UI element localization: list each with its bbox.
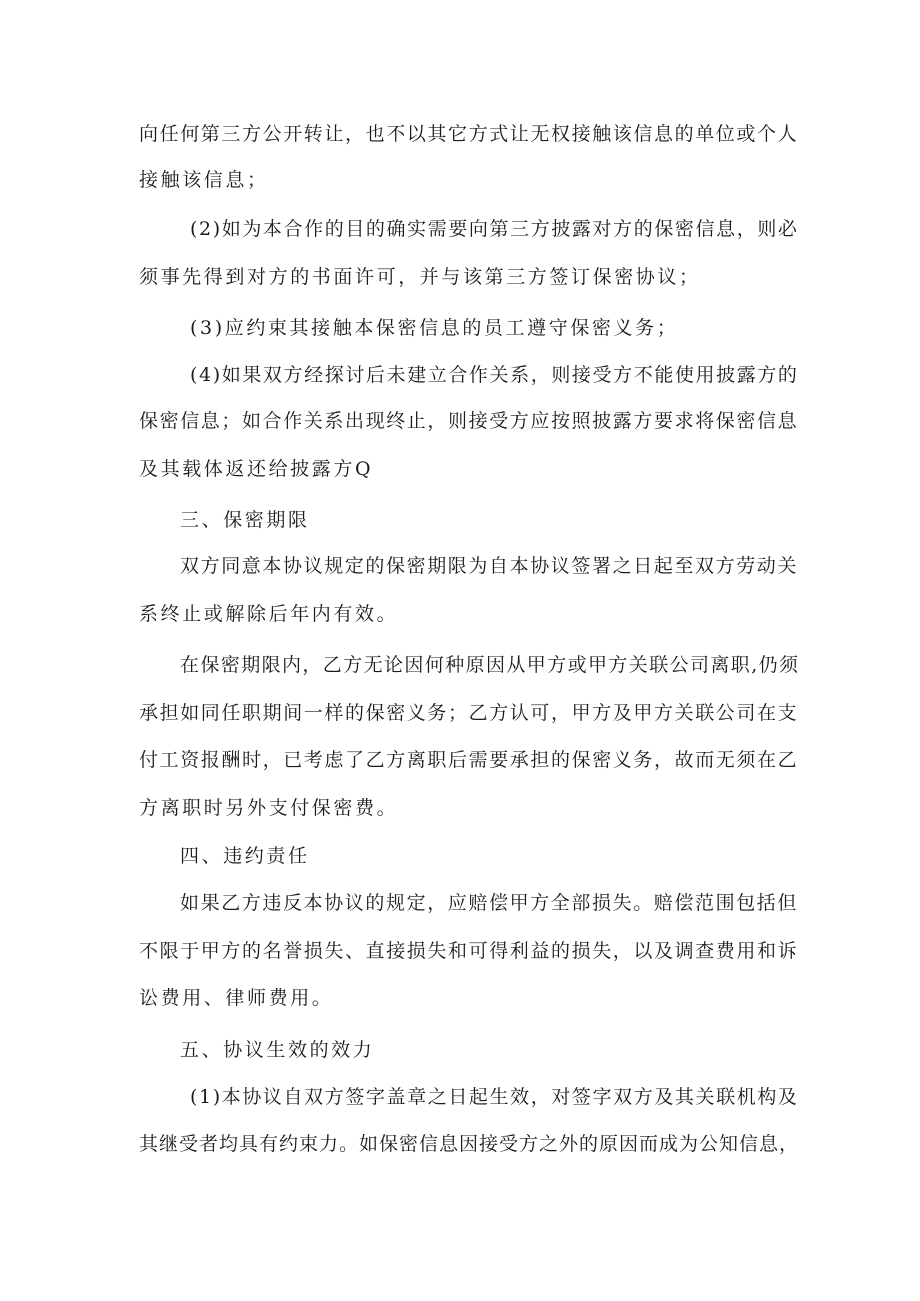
paragraph-line: 如果乙方违反本协议的规定，应赔偿甲方全部损失。赔偿范围包括但: [180, 892, 799, 914]
section-heading-agreement-effect: 五、协议生效的效力: [180, 1039, 375, 1061]
paragraph-line: 向任何第三方公开转让，也不以其它方式让无权接触该信息的单位或个人: [139, 123, 799, 145]
list-item-1-line: 其继受者均具有约束力。如保密信息因接受方之外的原因而成为公知信息，: [139, 1133, 799, 1155]
paragraph-line: 付工资报酬时，已考虑了乙方离职后需要承担的保密义务，故而无须在乙: [139, 749, 799, 771]
paragraph-line: 讼费用、律师费用。: [139, 987, 334, 1009]
paragraph-line: 不限于甲方的名誉损失、直接损失和可得利益的损失，以及调查费用和诉: [139, 940, 799, 962]
list-item-4-line: 保密信息；如合作关系出现终止，则接受方应按照披露方要求将保密信息: [139, 410, 799, 432]
list-item-3-line: (3)应约束其接触本保密信息的员工遵守保密义务；: [190, 317, 679, 339]
paragraph-line: 接触该信息；: [139, 169, 269, 191]
list-item-1-line: (1)本协议自双方签字盖章之日起生效，对签字双方及其关联机构及: [190, 1086, 799, 1108]
paragraph-line: 系终止或解除后年内有效。: [139, 603, 399, 625]
paragraph-line: 方离职时另外支付保密费。: [139, 797, 399, 819]
list-item-2-line: 须事先得到对方的书面许可，并与该第三方签订保密协议；: [139, 266, 701, 288]
section-heading-confidentiality-period: 三、保密期限: [180, 509, 310, 531]
list-item-2-line: (2)如为本合作的目的确实需要向第三方披露对方的保密信息，则必: [190, 218, 799, 240]
list-item-4-line: 及其载体返还给披露方Q: [139, 458, 374, 480]
section-heading-breach-liability: 四、违约责任: [180, 845, 310, 867]
paragraph-line: 承担如同任职期间一样的保密义务；乙方认可，甲方及甲方关联公司在支: [139, 702, 799, 724]
list-item-4-line: (4)如果双方经探讨后未建立合作关系，则接受方不能使用披露方的: [190, 364, 799, 386]
paragraph-line: 在保密期限内，乙方无论因何种原因从甲方或甲方关联公司离职,仍须: [180, 654, 800, 676]
paragraph-line: 双方同意本协议规定的保密期限为自本协议签署之日起至双方劳动关: [180, 555, 799, 577]
